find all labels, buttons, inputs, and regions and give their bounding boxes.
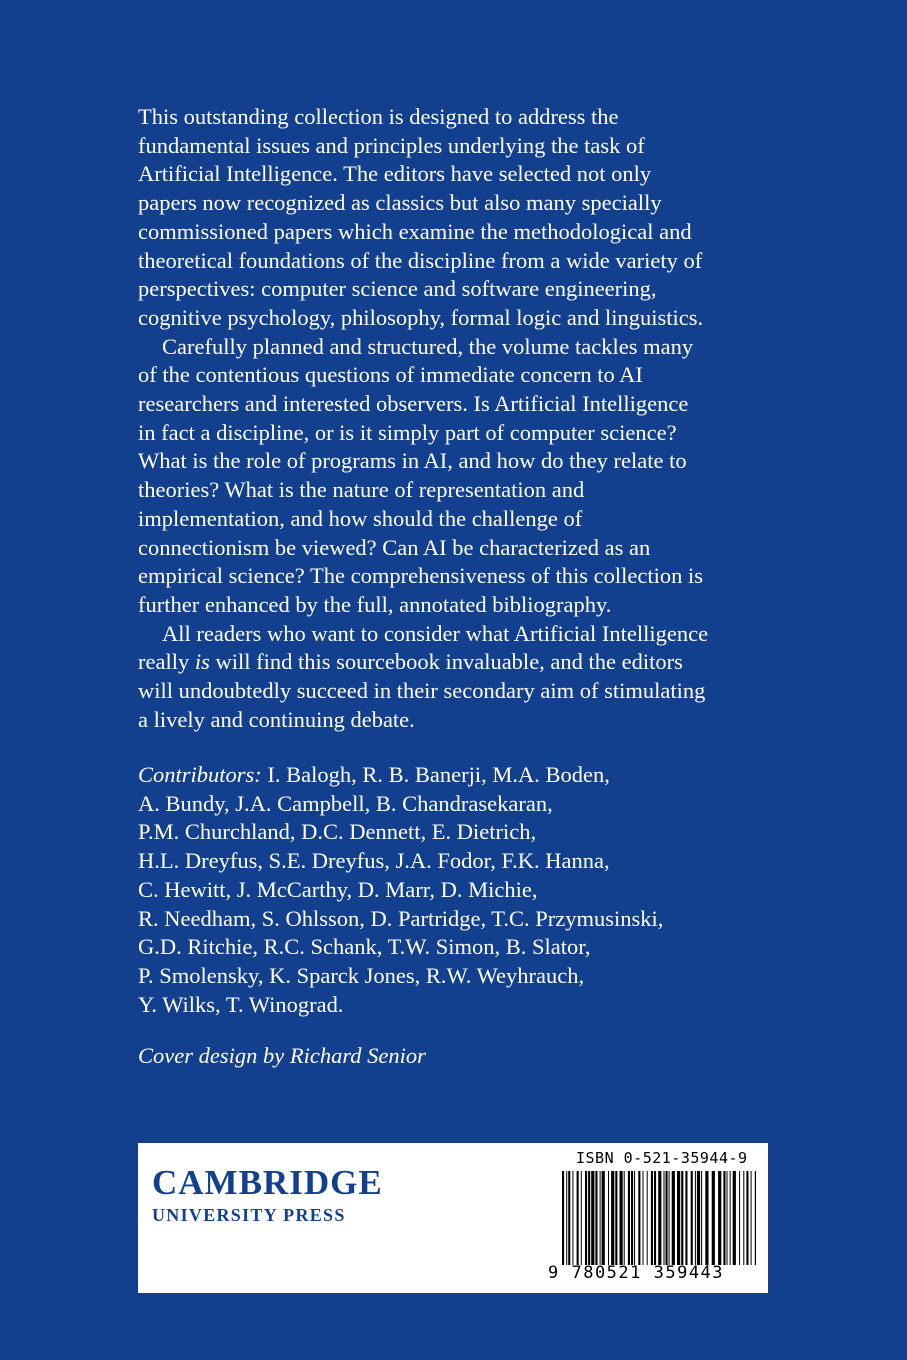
barcode-bar xyxy=(595,1171,597,1265)
barcode-bar xyxy=(620,1171,623,1265)
blurb-paragraph-3 xyxy=(138,620,778,735)
contributors-line: Y. Wilks, T. Winograd. xyxy=(138,991,344,1017)
barcode-bar xyxy=(588,1171,590,1265)
barcode-bar xyxy=(666,1171,668,1265)
blurb-text: will find this sourcebook invaluable, and the editors xyxy=(209,649,683,675)
contributors-line: P. Smolensky, K. Sparck Jones, R.W. Weyhrauch, xyxy=(138,962,585,988)
barcode-bar xyxy=(562,1171,564,1265)
blurb-line: This outstanding collection is designed to address the xyxy=(138,104,619,129)
barcode-bar xyxy=(608,1171,609,1265)
blurb-line: empirical science? The comprehensiveness of this collection is xyxy=(138,563,704,589)
blurb-line: perspectives: computer science and software engineering, xyxy=(138,276,657,302)
contributors-label: Contributors: xyxy=(138,762,262,787)
contributors-line: C. Hewitt, J. McCarthy, D. Marr, D. Michie, xyxy=(138,876,538,902)
barcode-bar xyxy=(701,1171,702,1265)
blurb-line: commissioned papers which examine the methodological and xyxy=(138,218,692,244)
blurb-emphasis: is xyxy=(194,649,210,675)
blurb-paragraph-1 xyxy=(138,103,778,333)
barcode-bar xyxy=(718,1171,721,1265)
isbn-label: ISBN 0-521-35944-9 xyxy=(576,1149,748,1167)
contributors-line: H.L. Dreyfus, S.E. Dreyfus, J.A. Fodor, F.K. Hanna, xyxy=(138,848,610,874)
publisher-subtitle: UNIVERSITY PRESS xyxy=(152,1205,346,1225)
barcode-bar xyxy=(697,1171,700,1265)
barcode-bar xyxy=(634,1171,635,1265)
barcode-bar xyxy=(566,1171,567,1265)
barcode-bar xyxy=(733,1171,736,1265)
barcode-bar xyxy=(677,1171,680,1265)
blurb-line: of the contentious questions of immediate concern to AI xyxy=(138,362,643,388)
barcode-bar xyxy=(685,1171,687,1265)
barcode-bar xyxy=(581,1171,582,1265)
barcode-bar xyxy=(624,1171,625,1265)
barcode-bar xyxy=(695,1171,696,1265)
contributors-line: G.D. Ritchie, R.C. Schank, T.W. Simon, B. Slator, xyxy=(138,934,591,960)
blurb-line: theories? What is the nature of representation and xyxy=(138,477,585,503)
barcode-bar xyxy=(568,1171,570,1265)
barcode-bar xyxy=(723,1171,725,1265)
barcode-bar xyxy=(705,1171,708,1265)
blurb-line: What is the role of programs in AI, and how do they relate to xyxy=(138,448,687,474)
barcode-bar xyxy=(669,1171,670,1265)
barcode-bar xyxy=(577,1171,579,1265)
barcode-bar xyxy=(755,1171,756,1265)
barcode-bar xyxy=(751,1171,752,1265)
barcode-bar xyxy=(572,1171,573,1265)
blurb-line: implementation, and how should the challenge of xyxy=(138,505,583,531)
blurb-line: cognitive psychology, philosophy, formal logic and linguistics. xyxy=(138,304,704,330)
publisher-logo xyxy=(152,1165,383,1226)
barcode-bar xyxy=(672,1171,675,1265)
barcode-bar xyxy=(746,1171,748,1265)
barcode-bar xyxy=(585,1171,587,1265)
barcode-graphic xyxy=(562,1171,756,1265)
blurb-line: will undoubtedly succeed in their secondary aim of stimulating xyxy=(138,678,706,704)
barcode-bar xyxy=(730,1171,731,1265)
barcode-bar xyxy=(628,1171,630,1265)
blurb-text: really xyxy=(138,649,195,675)
contributors-line: P.M. Churchland, D.C. Dennett, E. Dietrich, xyxy=(138,819,537,845)
barcode-bar xyxy=(643,1171,644,1265)
barcode-bar xyxy=(638,1171,640,1265)
barcode-bar xyxy=(654,1171,656,1265)
barcode-bar xyxy=(651,1171,653,1265)
blurb-line: Carefully planned and structured, the volume tackles many xyxy=(162,333,694,359)
barcode-bar xyxy=(602,1171,605,1265)
barcode-bar xyxy=(727,1171,728,1265)
barcode-bar xyxy=(611,1171,614,1265)
blurb-line: a lively and continuing debate. xyxy=(138,706,415,732)
blurb-line: further enhanced by the full, annotated bibliography. xyxy=(138,591,612,617)
blurb-line xyxy=(138,648,778,677)
blurb-line: theoretical foundations of the discipline from a wide variety of xyxy=(138,247,703,273)
barcode-bar xyxy=(631,1171,633,1265)
contributors-list xyxy=(138,761,663,1019)
barcode-bar xyxy=(739,1171,740,1265)
publisher-barcode-panel xyxy=(138,1143,768,1293)
barcode-bar xyxy=(615,1171,617,1265)
blurb-line: researchers and interested observers. Is Artificial Intelligence xyxy=(138,391,689,417)
barcode-bar xyxy=(658,1171,661,1265)
barcode-bar xyxy=(591,1171,594,1265)
barcode-bar xyxy=(691,1171,693,1265)
blurb-line: All readers who want to consider what Artificial Intelligence xyxy=(162,620,709,646)
barcode-bar xyxy=(664,1171,665,1265)
contributors-names: I. Balogh, R. B. Banerji, M.A. Boden, xyxy=(261,762,610,787)
blurb-paragraph-2 xyxy=(138,333,778,620)
blurb-line: fundamental issues and principles underlying the task of xyxy=(138,132,645,158)
blurb-line: in fact a discipline, or is it simply part of computer science? xyxy=(138,419,677,445)
ean-number: 9 780521 359443 xyxy=(548,1263,725,1283)
contributors-line: A. Bundy, J.A. Campbell, B. Chandrasekaran, xyxy=(138,790,553,816)
blurb-line: Artificial Intelligence. The editors have selected not only xyxy=(138,161,652,187)
contributors-line: R. Needham, S. Ohlsson, D. Partridge, T.C. Przymusinski, xyxy=(138,905,664,931)
barcode-bar xyxy=(647,1171,648,1265)
contributors-line xyxy=(138,761,663,790)
publisher-name: CAMBRIDGE xyxy=(152,1163,383,1202)
barcode-bar xyxy=(681,1171,683,1265)
barcode-bar xyxy=(712,1171,715,1265)
blurb-line: papers now recognized as classics but also many specially xyxy=(138,190,662,216)
barcode-bar xyxy=(743,1171,744,1265)
blurb xyxy=(138,103,778,734)
blurb-line: connectionism be viewed? Can AI be characterized as an xyxy=(138,534,651,560)
cover-design-credit: Cover design by Richard Senior xyxy=(138,1043,426,1068)
barcode-bar xyxy=(600,1171,601,1265)
